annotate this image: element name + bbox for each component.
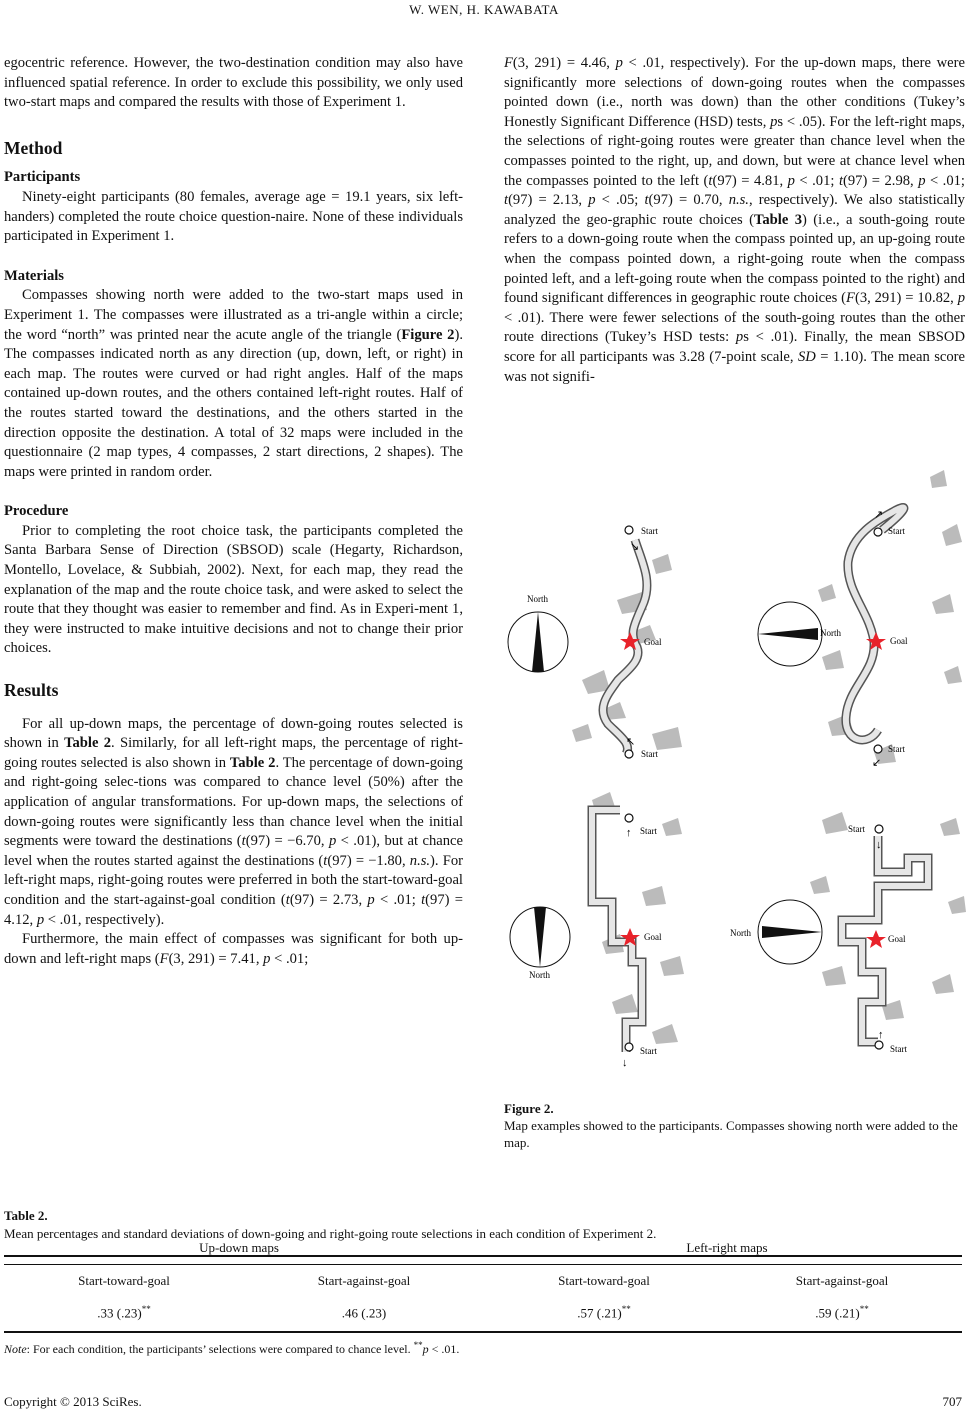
svg-text:↖: ↖ [626, 736, 636, 748]
start-label: Start [640, 826, 657, 836]
goal-label: Goal [644, 932, 662, 942]
start-label: Start [888, 526, 905, 536]
table-subheader: Start-against-goal [317, 1273, 411, 1288]
map-updown-angular-north-down [510, 792, 684, 1069]
svg-text:↗: ↗ [874, 509, 884, 521]
figure-2-caption [504, 1100, 965, 1151]
table-cell: .57 (.21)** [577, 1304, 631, 1321]
svg-text:↑: ↑ [626, 827, 632, 839]
svg-text:↓: ↓ [622, 1057, 628, 1069]
map-updown-angular-north-right [730, 812, 966, 1054]
start-label: Start [640, 1046, 657, 1056]
start-label: Start [888, 744, 905, 754]
results-paragraph-1: For all up-down maps, the percentage of down-going routes selected is shown in Table 2. Similarly, for all left-right maps, the percentage of right-going routes selected is also shown in Table 2. The percentage of down-going and right-going selec-tions was compared to chance level (50%) after the application of angular transformations. For up-down maps, the selections of down-going routes were significantly less than chance level when the initial segments were toward the destinations (t(97) = −6.70, p < .01), but at chance level when the routes started against the destinations (t(97) = −1.80, n.s.). For left-right maps, right-going routes were preferred in both the start-toward-goal condition and the start-against-goal condition (t(97) = 2.73, p < .01; t(97) = 4.12, p < .01, respectively). [4, 715, 463, 928]
right-column [504, 54, 965, 387]
intro-paragraph: egocentric reference. However, the two-destination condition may also have influenced spatial reference. In order to exclude this possibility, we only used two-start maps and compared the results with those of Experiment 1. [4, 55, 463, 111]
north-label: North [730, 928, 751, 938]
start-label: Start [848, 824, 865, 834]
goal-label: Goal [888, 934, 906, 944]
table-2-caption: Mean percentages and standard deviations of down-going and right-going route selections in each condition of Experiment 2. [4, 1226, 657, 1241]
participants-paragraph: Ninety-eight participants (80 females, average age = 19.1 years, six left-handers) completed the route choice question-naire. None of these individuals participated in Experiment 1. [4, 188, 463, 245]
svg-text:↘: ↘ [630, 541, 640, 553]
results-continuation-paragraph: F(3, 291) = 4.46, p < .01, respectively). For the up-down maps, there were significantly more selections of down-going routes when the compasses pointed down (i.e., north was down) than the other conditions (Tukey’s Honestly Significant Difference (HSD) tests, ps < .05). For the left-right maps, the selections of right-going routes were greater than chance level when the compasses pointed to the right, up, and down, but were at chance level when the compasses pointed to the left (t(97) = 4.81, p < .01; t(97) = 2.98, p < .01; t(97) = 2.13, p < .05; t(97) = 0.70, n.s., respectively). We also statistically analyzed the geo-graphic route choices (Table 3) (i.e., a south-going route refers to a down-going route when the compass pointed up, an up-going route when the compass pointed down, a right-going route when the compass pointed left, and a left-going route when the compass pointed to the right) and found significant differences in geographic route choices (F(3, 291) = 10.82, p < .01). There were fewer selections of the south-going routes than the other route directions (Tukey’s HSD tests: ps < .01). Finally, the mean SBSOD score for all participants was 3.28 (7-point scale, SD = 1.10). The mean score was not signifi- [504, 55, 965, 385]
north-label: North [527, 594, 548, 604]
map-updown-curved-north-up [508, 526, 682, 759]
figure-2-reference: Figure 2 [401, 326, 455, 343]
left-column [4, 54, 463, 969]
north-label: North [529, 970, 550, 980]
start-label: Start [641, 526, 658, 536]
results-heading: Results [4, 680, 59, 701]
materials-heading: Materials [4, 267, 64, 284]
figure-2-caption-text: Map examples showed to the participants. Compasses showing north were added to the map. [504, 1118, 958, 1150]
table-cell: .59 (.21)** [815, 1304, 869, 1321]
participants-heading: Participants [4, 169, 81, 186]
goal-label: Goal [644, 637, 662, 647]
table-bottom-rule [4, 1331, 962, 1333]
table-subheader: Start-against-goal [795, 1273, 889, 1288]
table-group-rule [4, 1264, 962, 1265]
goal-label: Goal [890, 636, 908, 646]
table-subheader: Start-toward-goal [558, 1273, 650, 1288]
copyright-footer: Copyright © 2013 SciRes. [4, 1394, 142, 1409]
north-label: North [820, 628, 841, 638]
procedure-paragraph: Prior to completing the root choice task, the participants completed the Santa Barbara Sense of Direction (SBSOD) scale (Hegarty, Richardson, Montello, Lovelace, & Subbiah, 2002). Next, for each map, they read the explanation of the map and the route choice task, and were asked to select the route that they thought was easier to remember and find. As in Experi-ment 1, they were instructed to make intuitive decisions and not to change their prior choices. [4, 522, 463, 657]
table-note: Note: For each condition, the participants’ selections were compared to chance level. **p < .01. [4, 1340, 460, 1356]
figure-2-maps [492, 462, 966, 1102]
method-heading: Method [4, 137, 63, 158]
table-cell: .33 (.23)** [97, 1304, 151, 1321]
svg-text:↓: ↓ [876, 839, 882, 851]
svg-text:↑: ↑ [878, 1029, 884, 1041]
procedure-heading: Procedure [4, 503, 69, 520]
table-group-header-leftright: Left-right maps [686, 1240, 768, 1255]
results-paragraph-2: Furthermore, the main effect of compasses was significant for both up-down and left-right maps (F(3, 291) = 7.41, p < .01; [4, 931, 463, 967]
page-number: 707 [942, 1394, 962, 1409]
start-label: Start [641, 749, 658, 759]
start-label: Start [890, 1044, 907, 1054]
figure-2-label: Figure 2. [504, 1101, 554, 1116]
table-cell: .46 (.23) [341, 1305, 387, 1321]
running-head: W. WEN, H. KAWABATA [409, 2, 559, 17]
map-updown-curved-north-left [758, 470, 962, 769]
materials-paragraph: Compasses showing north were added to the two-start maps used in Experiment 1. The compasses were illustrated as a tri-angle within a circle; the word “north” was printed near the acute angle of the triangle (Figure 2). The compasses indicated north as any direction (up, down, left, or right) in each map. The routes were curved or had right angles. Half of the maps contained up-down routes, and the others contained left-right routes. Half of the routes started toward the destinations, and the others started in the direction opposite the destination. A total of 32 maps were included in the questionnaire (2 map types, 4 compasses, 2 start directions, 2 shapes). The maps were printed in random order. [4, 287, 463, 480]
table-group-header-updown: Up-down maps [199, 1240, 279, 1255]
table-3-reference: Table 3 [753, 211, 803, 228]
table-subheader: Start-toward-goal [78, 1273, 170, 1288]
svg-text:↙: ↙ [872, 757, 882, 769]
table-2-title: Table 2. [4, 1208, 48, 1223]
